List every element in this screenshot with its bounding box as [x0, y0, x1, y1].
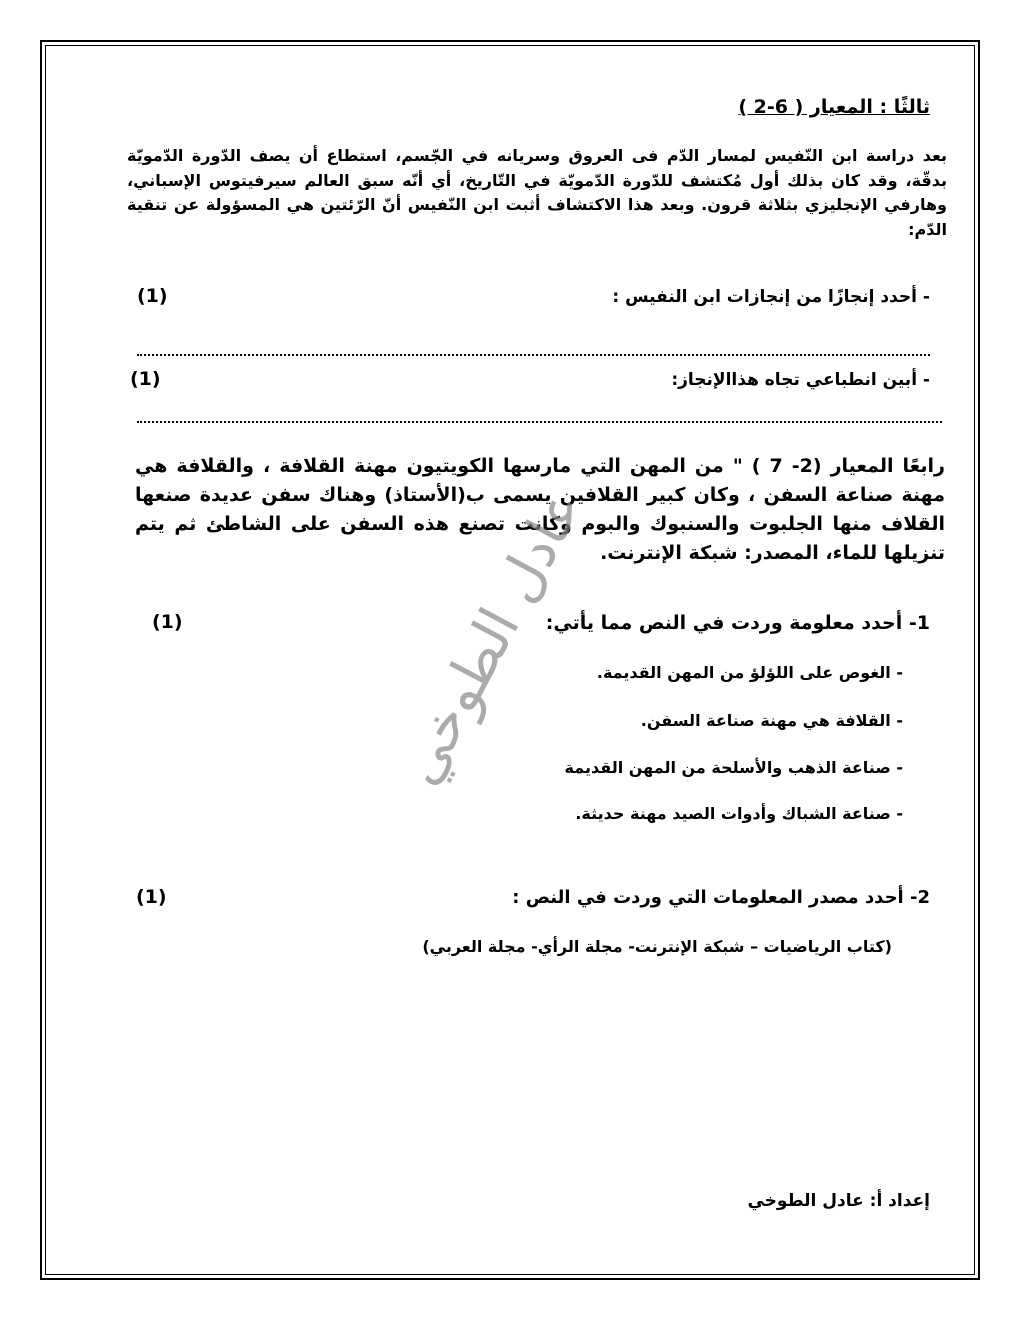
option-item[interactable]: - القلافة هي مهنة صناعة السفن.	[640, 711, 903, 730]
option-item[interactable]: - صناعة الشباك وأدوات الصيد مهنة حديثة.	[575, 804, 903, 823]
source-choices: (كتاب الرياضيات – شبكة الإنترنت- مجلة الرأي- مجلة العربي)	[422, 937, 892, 956]
section3-question-1-mark: (1)	[137, 285, 168, 307]
answer-line[interactable]	[137, 421, 942, 423]
section4-question-1-mark: (1)	[152, 611, 183, 633]
section4-question-2: 2- أحدد مصدر المعلومات التي وردت في النص :	[512, 887, 930, 908]
section3-question-2: - أبين انطباعي تجاه هذاالإنجاز:	[671, 370, 930, 390]
footer-author: إعداد أ: عادل الطوخي	[747, 1191, 930, 1211]
section4-paragraph: رابعًا المعيار (2- 7 ) " من المهن التي مارسها الكويتيون مهنة القلافة ، والقلافة هي مهنة صناعة السفن ، وكان كبير القلافين يسمى ب(الأستاذ) وهناك سفن عديدة صنعها القلاف منها الجلبوت والسنبوك والبوم وكانت تصنع هذه السفن على الشاطئ ثم يتم تنزيلها للماء، المصدر: شبكة الإنترنت.	[135, 455, 945, 564]
section3-question-1: - أحدد إنجازًا من إنجازات ابن النفيس :	[612, 287, 930, 307]
watermark-signature: عادل الطوخي	[386, 479, 596, 796]
section4-question-2-mark: (1)	[136, 886, 167, 908]
section3-paragraph: بعد دراسة ابن النّفيس لمسار الدّم فى العروق وسريانه في الجّسم، استطاع أن يصف الدّورة الدّمويّة بدقّة، وقد كان بذلك أول مُكتشف للدّورة الدّمويّة في التّاريخ، أي أنّه سبق العالم سيرفيتوس الإسباني، وهارفي الإنجليزي بثلاثة قرون. وبعد هذا الاكتشاف أثبت ابن النّفيس أنّ الرّئتين هي المسؤولة عن تنقية الدّم:	[127, 146, 947, 239]
section3-heading: ثالثًا : المعيار ( 6-2 )	[738, 96, 930, 118]
section4-question-1: 1- أحدد معلومة وردت في النص مما يأتي:	[545, 612, 930, 634]
section3-question-2-mark: (1)	[130, 368, 161, 390]
option-item[interactable]: - الغوص على اللؤلؤ من المهن القديمة.	[596, 663, 903, 682]
option-item[interactable]: - صناعة الذهب والأسلحة من المهن القديمة	[564, 758, 903, 777]
answer-line[interactable]	[137, 354, 930, 356]
